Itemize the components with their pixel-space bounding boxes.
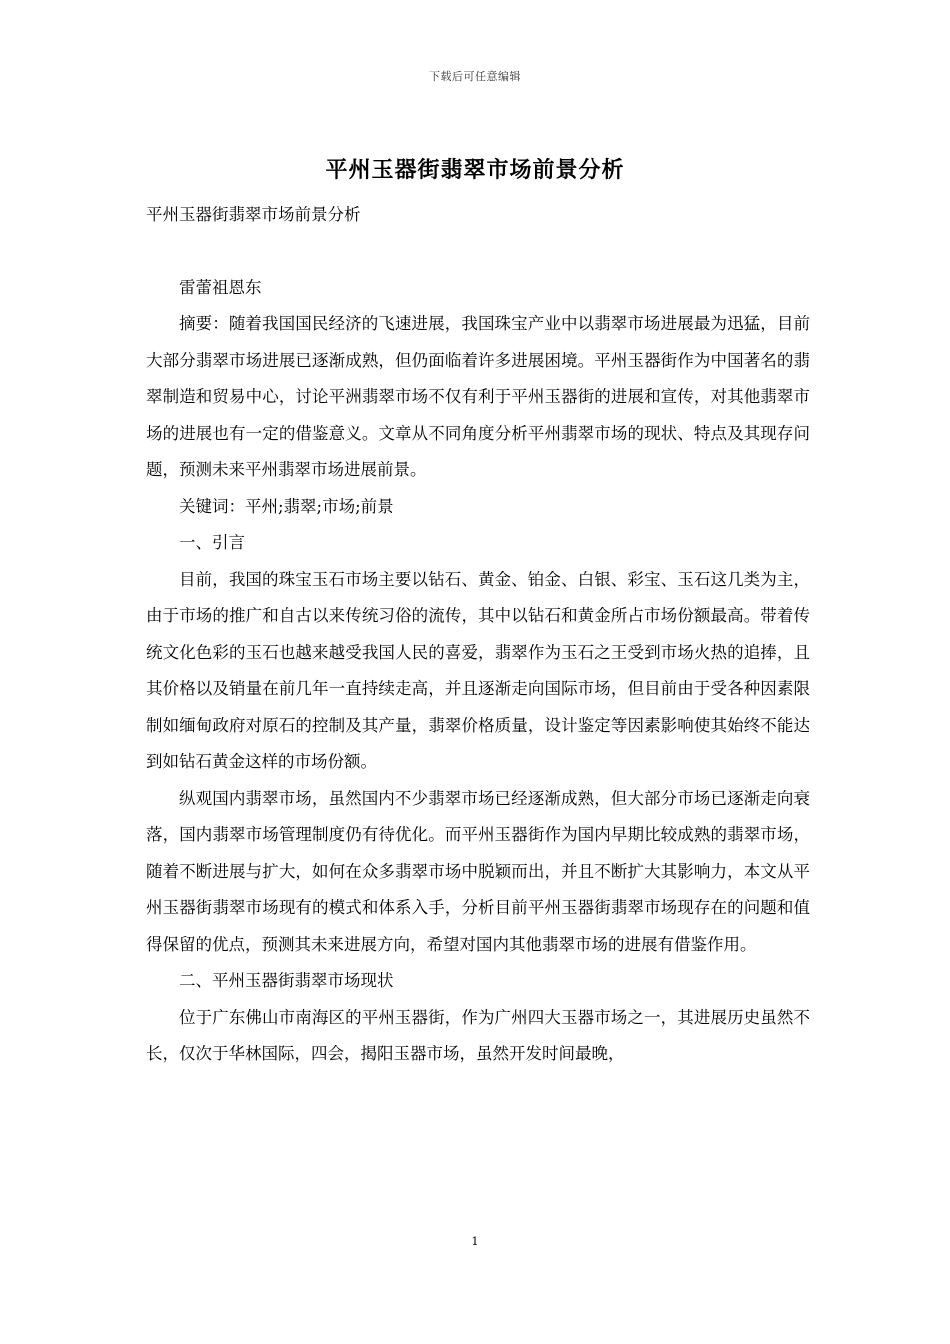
document-subtitle: 平州玉器街翡翠市场前景分析 bbox=[146, 205, 361, 224]
introduction-paragraph-2: 纵观国内翡翠市场，虽然国内不少翡翠市场已经逐渐成熟，但大部分市场已逐渐走向衰落，国内翡翠市场管理制度仍有待优化。而平州玉器街作为国内早期比较成熟的翡翠市场，随着不断进展与扩大，如何在众多翡翠市场中脱颖而出，并且不断扩大其影响力，本文从平州玉器街翡翠市场现有的模式和体系入手，分析目前平州玉器街翡翠市场现存在的问题和值得保留的优点，预测其未来进展方向，希望对国内其他翡翠市场的进展有借鉴作用。 bbox=[146, 788, 810, 954]
section-heading-introduction: 一、引言 bbox=[179, 533, 245, 552]
market-status-paragraph-1: 位于广东佛山市南海区的平州玉器街，作为广州四大玉器市场之一，其进展历史虽然不长，仅次于华林国际，四会，揭阳玉器市场，虽然开发时间最晚， bbox=[146, 1007, 810, 1063]
page-header-note: 下载后可任意编辑 bbox=[429, 70, 521, 83]
document-body bbox=[146, 197, 810, 1073]
abstract-paragraph: 摘要：随着我国国民经济的飞速进展，我国珠宝产业中以翡翠市场进展最为迅猛，目前大部分翡翠市场进展已逐渐成熟，但仍面临着许多进展困境。平州玉器街作为中国著名的翡翠制造和贸易中心，讨论平洲翡翠市场不仅有利于平州玉器街的进展和宣传，对其他翡翠市场的进展也有一定的借鉴意义。文章从不同角度分析平州翡翠市场的现状、特点及其现存问题，预测未来平州翡翠市场进展前景。 bbox=[146, 314, 810, 479]
document-title: 平州玉器街翡翠市场前景分析 bbox=[325, 157, 625, 183]
authors-line: 雷蕾祖恩东 bbox=[179, 277, 262, 297]
section-heading-market-status: 二、平州玉器街翡翠市场现状 bbox=[179, 971, 394, 990]
blank-line bbox=[146, 234, 810, 270]
page-number: 1 bbox=[471, 1235, 479, 1248]
keywords-line: 关键词：平州;翡翠;市场;前景 bbox=[179, 496, 394, 516]
introduction-paragraph-1: 目前，我国的珠宝玉石市场主要以钻石、黄金、铂金、白银、彩宝、玉石这几类为主，由于市场的推广和自古以来传统习俗的流传，其中以钻石和黄金所占市场份额最高。带着传统文化色彩的玉石也越来越受我国人民的喜爱，翡翠作为玉石之王受到市场火热的追捧，且其价格以及销量在前几年一直持续走高，并且逐渐走向国际市场，但目前由于受各种因素限制如缅甸政府对原石的控制及其产量，翡翠价格质量，设计鉴定等因素影响使其始终不能达到如钻石黄金这样的市场份额。 bbox=[146, 569, 810, 771]
